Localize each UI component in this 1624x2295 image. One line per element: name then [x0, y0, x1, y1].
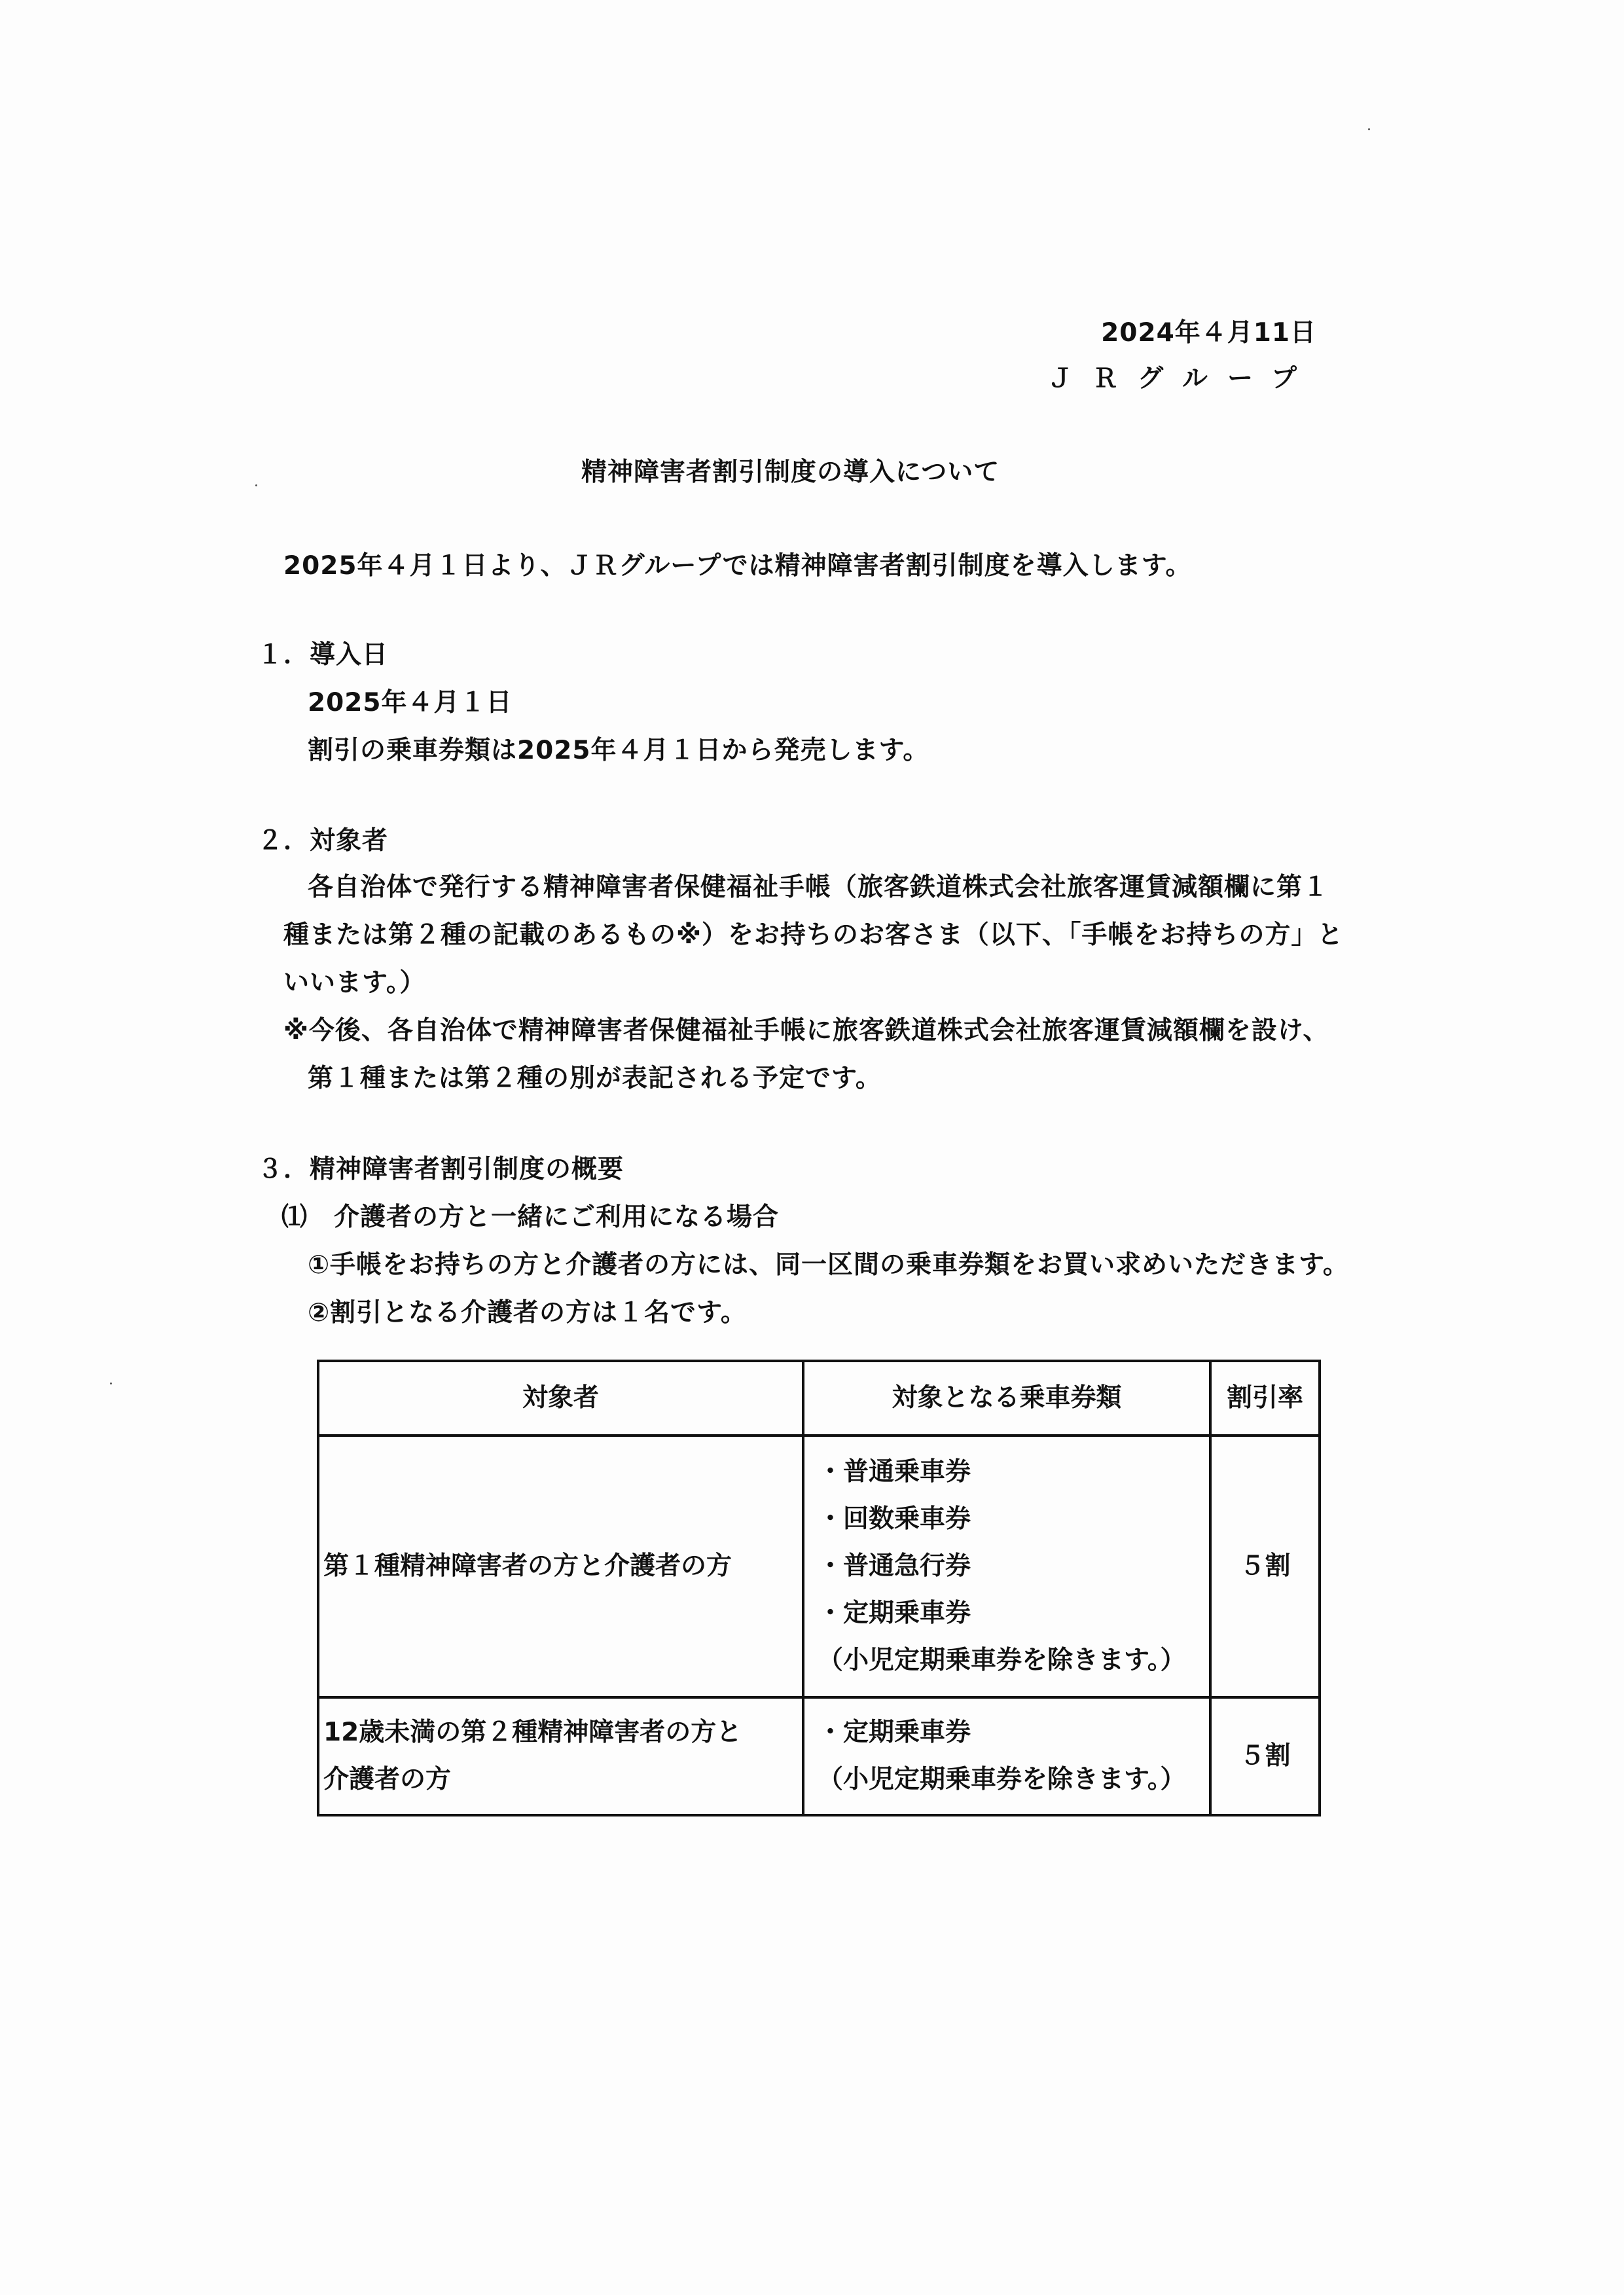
eligibility-note: ※今後、各自治体で精神障害者保健福祉手帳に旅客鉄道株式会社旅客運賃減額欄を設け、: [283, 1016, 1329, 1045]
eligibility-line: いいます。）: [283, 968, 426, 998]
rate-cell: ５割: [1210, 1436, 1320, 1697]
column-header-rate: 割引率: [1210, 1361, 1320, 1436]
start-date: 2025年４月１日: [308, 688, 513, 717]
ticket-type: ・回数乗車券: [818, 1504, 971, 1534]
section-3-heading: ３．精神障害者割引制度の概要: [257, 1155, 624, 1184]
tickets-cell: [803, 1436, 1210, 1697]
target-cell: [318, 1697, 803, 1815]
scan-speck: [255, 484, 257, 486]
table-row: [318, 1436, 1320, 1697]
ticket-exclusion: （小児定期乗車券を除きます。）: [818, 1765, 1186, 1794]
ticket-type: ・普通乗車券: [818, 1457, 971, 1487]
condition-item: ①手帳をお持ちの方と介護者の方には、同一区間の乗車券類をお買い求めいただきます。: [308, 1250, 1349, 1280]
eligibility-line: 各自治体で発行する精神障害者保健福祉手帳（旅客鉄道株式会社旅客運賃減額欄に第１: [308, 873, 1329, 902]
ticket-type: ・定期乗車券: [818, 1599, 971, 1628]
eligibility-note: 第１種または第２種の別が表記される予定です。: [308, 1064, 882, 1093]
column-header-target: 対象者: [318, 1361, 803, 1436]
section-1-heading: １．導入日: [257, 640, 389, 670]
rate-cell: ５割: [1210, 1697, 1320, 1815]
section-2-heading: ２．対象者: [257, 826, 389, 856]
target-cell: 第１種精神障害者の方と介護者の方: [318, 1436, 803, 1697]
discount-table: [317, 1360, 1321, 1816]
table-header-row: [318, 1361, 1320, 1436]
condition-item: ②割引となる介護者の方は１名です。: [308, 1298, 747, 1328]
sales-start-note: 割引の乗車券類は2025年４月１日から発売します。: [308, 736, 929, 765]
scan-speck: [110, 1382, 112, 1384]
intro-paragraph: 2025年４月１日より、ＪＲグループでは精神障害者割引制度を導入します。: [283, 551, 1192, 581]
target-line: 介護者の方: [323, 1765, 452, 1794]
ticket-type: ・定期乗車券: [818, 1718, 971, 1747]
document-title: 精神障害者割引制度の導入について: [581, 458, 1000, 487]
ticket-type: ・普通急行券: [818, 1551, 971, 1581]
section-3-subheading: ⑴ 介護者の方と一緒にご利用になる場合: [281, 1202, 780, 1232]
ticket-exclusion: （小児定期乗車券を除きます。）: [818, 1646, 1186, 1675]
tickets-cell: [803, 1697, 1210, 1815]
eligibility-line: 種または第２種の記載のあるもの※）をお持ちのお客さま（以下、「手帳をお持ちの方」と: [283, 920, 1344, 950]
issuing-organization: ＪＲグループ: [1047, 364, 1316, 393]
document-date: 2024年４月11日: [1101, 318, 1316, 348]
target-line: 12歳未満の第２種精神障害者の方と: [323, 1718, 742, 1747]
table-row: [318, 1697, 1320, 1815]
scan-speck: [1368, 128, 1370, 130]
column-header-tickets: 対象となる乗車券類: [803, 1361, 1210, 1436]
